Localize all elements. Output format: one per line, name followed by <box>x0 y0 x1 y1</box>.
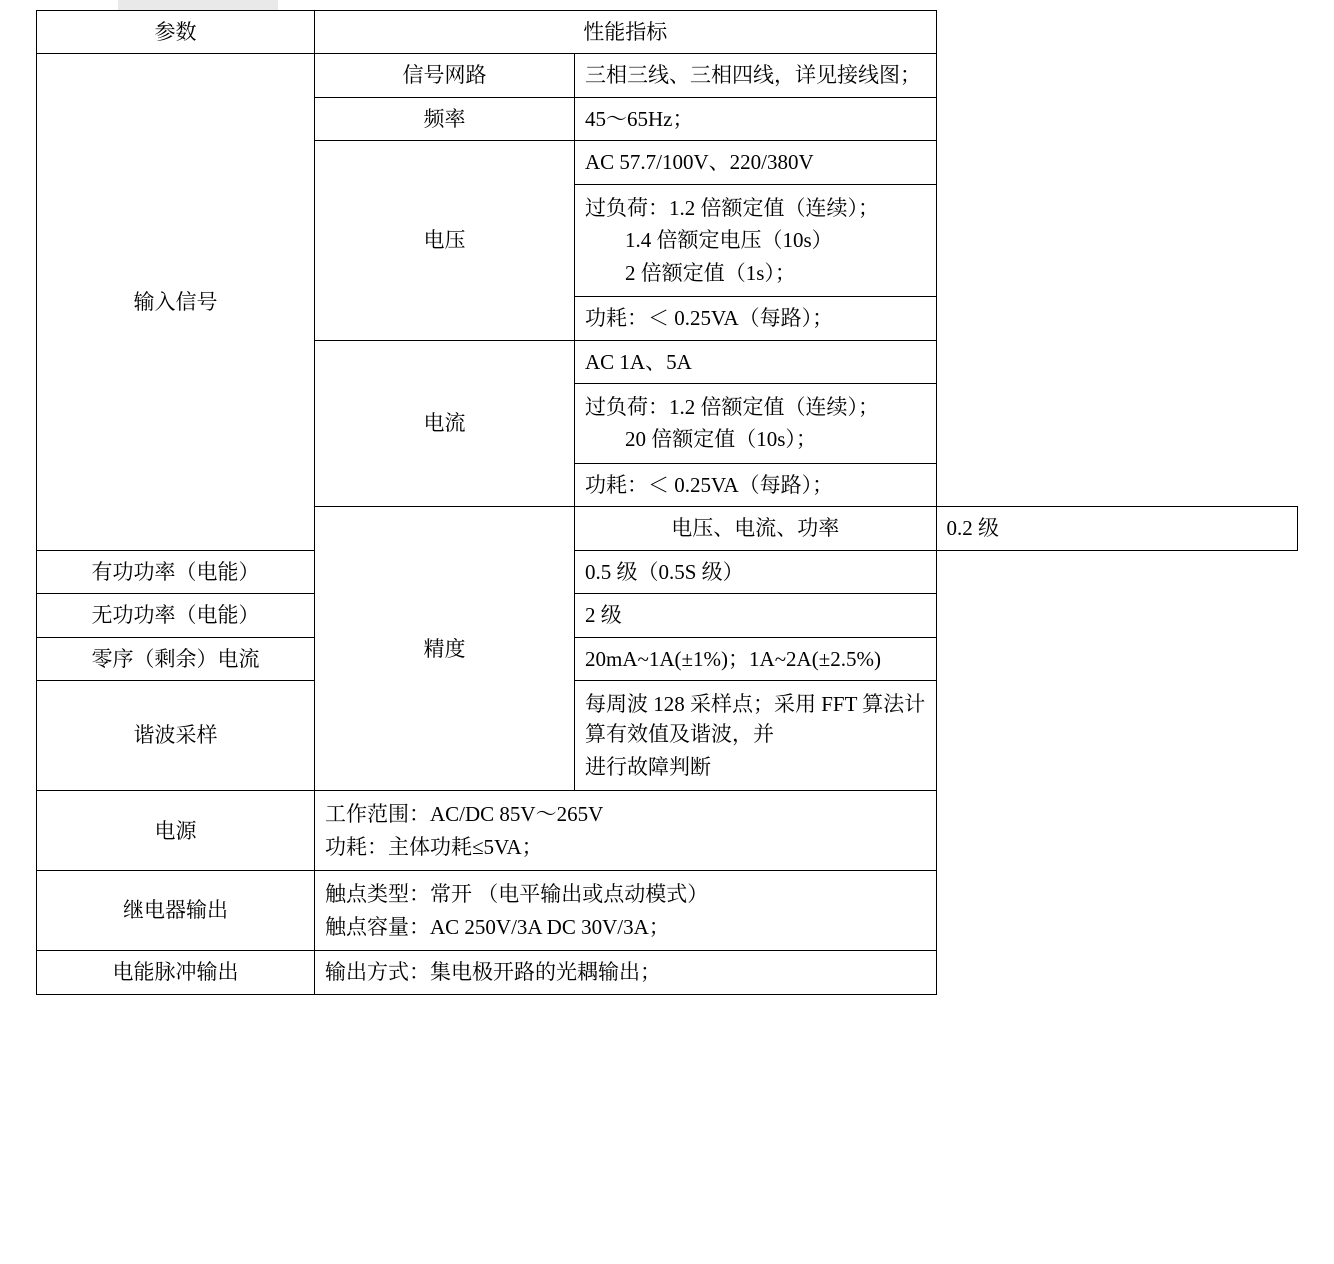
table-row <box>37 871 1298 951</box>
group-relay-output: 继电器输出 <box>37 871 315 951</box>
voltage-overload-line-2: 1.4 倍额定电压（10s） <box>625 228 833 253</box>
table-row <box>37 681 1298 791</box>
row-value-accuracy-reactive: 2 级 <box>575 594 937 637</box>
row-value-energy-pulse-output: 输出方式：集电极开路的光耦输出； <box>315 951 937 994</box>
power-supply-line-2: 功耗：主体功耗≤5VA； <box>325 834 543 859</box>
group-accuracy: 精度 <box>315 507 575 791</box>
row-value-current-overload <box>575 383 937 463</box>
row-value-voltage-rating: AC 57.7/100V、220/380V <box>575 141 937 184</box>
page-top-marker <box>118 0 278 10</box>
row-label-signal-network: 信号网路 <box>315 54 575 97</box>
row-label-accuracy-vip: 电压、电流、功率 <box>575 507 937 550</box>
row-value-voltage-overload <box>575 184 937 296</box>
table-row <box>37 791 1298 871</box>
row-label-current: 电流 <box>315 340 575 507</box>
table-row <box>37 594 1298 637</box>
header-spec: 性能指标 <box>315 11 937 54</box>
row-label-accuracy-residual: 零序（剩余）电流 <box>37 637 315 680</box>
table-row <box>37 637 1298 680</box>
table-row <box>37 951 1298 994</box>
row-value-frequency: 45～65Hz； <box>575 97 937 140</box>
row-label-voltage: 电压 <box>315 141 575 340</box>
row-value-relay-output <box>315 871 937 951</box>
voltage-overload-line-1: 过负荷：1.2 倍额定值（连续）； <box>585 195 879 220</box>
row-value-current-consumption: 功耗：＜ 0.25VA（每路）； <box>575 463 937 506</box>
row-value-voltage-consumption: 功耗：＜ 0.25VA（每路）； <box>575 297 937 340</box>
table-row <box>37 54 1298 97</box>
current-overload-line-2: 20 倍额定值（10s）； <box>625 427 817 452</box>
power-supply-line-1: 工作范围：AC/DC 85V～265V <box>325 802 604 827</box>
row-label-frequency: 频率 <box>315 97 575 140</box>
row-label-accuracy-reactive: 无功功率（电能） <box>37 594 315 637</box>
row-label-harmonic: 谐波采样 <box>37 681 315 791</box>
row-value-accuracy-vip: 0.2 级 <box>936 507 1298 550</box>
row-value-accuracy-residual: 20mA~1A(±1%)；1A~2A(±2.5%) <box>575 637 937 680</box>
row-value-signal-network: 三相三线、三相四线，详见接线图； <box>575 54 937 97</box>
row-value-harmonic <box>575 681 937 791</box>
header-parameter: 参数 <box>37 11 315 54</box>
group-energy-pulse-output: 电能脉冲输出 <box>37 951 315 994</box>
harmonic-line-1: 每周波 128 采样点；采用 FFT 算法计算有效值及谐波，并 <box>585 692 926 747</box>
row-label-accuracy-active: 有功功率（电能） <box>37 550 315 593</box>
current-overload-line-1: 过负荷：1.2 倍额定值（连续）； <box>585 394 879 419</box>
group-power-supply: 电源 <box>37 791 315 871</box>
relay-line-2: 触点容量：AC 250V/3A DC 30V/3A； <box>325 914 670 939</box>
row-value-power-supply <box>315 791 937 871</box>
table-header-row <box>37 11 1298 54</box>
specification-table <box>36 10 1298 995</box>
relay-line-1: 触点类型：常开 （电平输出或点动模式） <box>325 882 709 907</box>
group-input-signal: 输入信号 <box>37 54 315 550</box>
row-value-current-rating: AC 1A、5A <box>575 340 937 383</box>
row-value-accuracy-active: 0.5 级（0.5S 级） <box>575 550 937 593</box>
table-row <box>37 550 1298 593</box>
voltage-overload-line-3: 2 倍额定值（1s）； <box>625 260 796 285</box>
harmonic-line-2: 进行故障判断 <box>585 754 711 779</box>
